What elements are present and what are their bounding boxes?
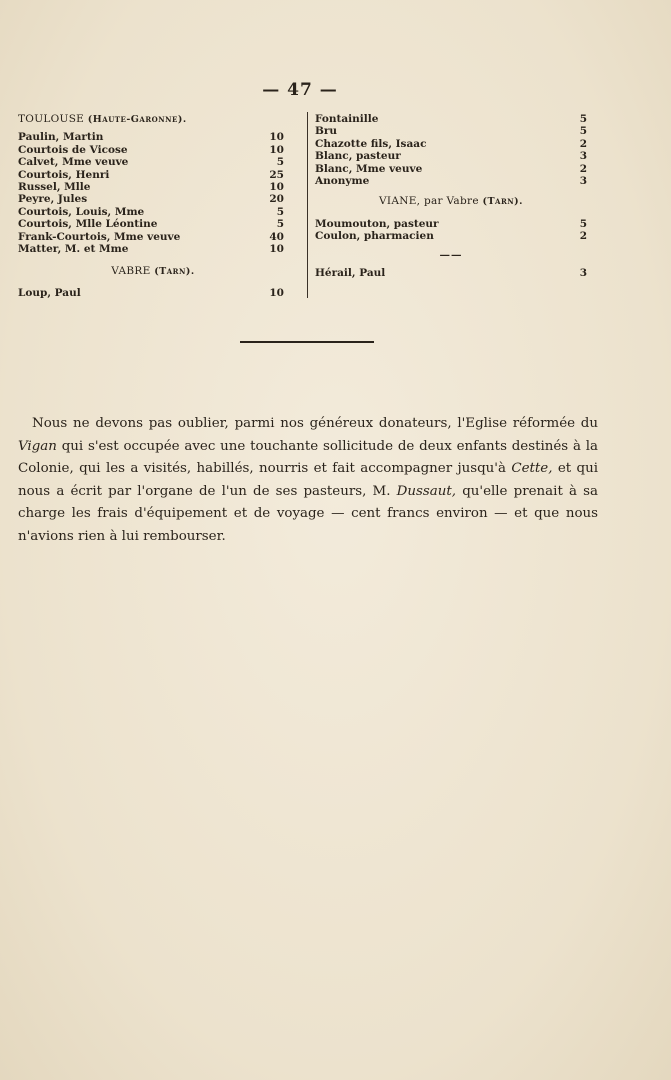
donor-amount: 5 (276, 156, 284, 169)
list-item (315, 230, 587, 242)
heading-region: (Tarn). (154, 266, 195, 278)
section-heading-viane (315, 195, 587, 208)
list-item (315, 175, 587, 187)
list-item (18, 193, 288, 205)
donor-amount: 10 (269, 181, 284, 194)
donor-name: Chazotte fils, Isaac (315, 137, 427, 150)
donor-amount: 20 (269, 193, 284, 206)
right-column (315, 113, 587, 279)
donor-name: Courtois, Mlle Léontine (18, 218, 158, 231)
donor-amount: 10 (269, 131, 284, 144)
list-item (18, 131, 288, 143)
donor-name: Anonyme (315, 175, 370, 188)
donor-name: Blanc, pasteur (315, 150, 401, 163)
donor-amount: 25 (269, 168, 284, 181)
donor-amount: 3 (579, 267, 587, 280)
donor-amount: 5 (276, 218, 284, 231)
list-item (18, 218, 288, 230)
donor-amount: 10 (269, 286, 284, 299)
list-item (18, 243, 288, 255)
donor-name: Matter, M. et Mme (18, 243, 129, 256)
body-paragraph (18, 413, 598, 548)
paragraph-emphasis: Dussaut, (396, 483, 457, 499)
donor-amount: 5 (276, 205, 284, 218)
donor-amount: 2 (579, 162, 587, 175)
donor-name: Russel, Mlle (18, 181, 91, 194)
donor-name: Blanc, Mme veuve (315, 162, 423, 175)
page-number: — 47 — (262, 80, 338, 100)
list-item (315, 267, 587, 279)
section-heading-toulouse (18, 113, 288, 126)
list-item (18, 144, 288, 156)
donor-name: Peyre, Jules (18, 193, 88, 206)
list-item (18, 206, 288, 218)
list-item (315, 218, 587, 230)
list-item (18, 156, 288, 168)
paragraph-text: Nous ne devons pas oublier, parmi nos généreux donateurs, l'Eglise réformée du (32, 416, 598, 432)
donor-name: Coulon, pharmacien (315, 230, 434, 243)
donor-amount: 10 (269, 243, 284, 256)
donor-amount: 10 (269, 143, 284, 156)
heading-region: (Tarn). (482, 196, 523, 208)
donor-amount: 5 (579, 125, 587, 138)
donor-amount: 2 (579, 230, 587, 243)
list-item (18, 231, 288, 243)
list-item (315, 125, 587, 137)
list-item (315, 163, 587, 175)
donor-name: Hérail, Paul (315, 267, 386, 280)
donor-name: Courtois, Louis, Mme (18, 205, 145, 218)
heading-text: TOULOUSE (18, 113, 85, 125)
donor-name: Paulin, Martin (18, 131, 104, 144)
left-column (18, 113, 288, 299)
heading-text: VIANE, par Vabre (379, 195, 479, 208)
list-item (315, 138, 587, 150)
list-item (315, 113, 587, 125)
donor-amount: 3 (579, 150, 587, 163)
heading-region: (Haute-Garonne). (87, 114, 187, 125)
list-item (18, 287, 288, 299)
section-heading-vabre (18, 265, 288, 278)
paragraph-text: qu'elle prenait à sa charge les frais d'équipement et de voyage — cent francs environ — et que nous n'avions rien à lui rembourser. (18, 483, 598, 544)
donor-name: Courtois, Henri (18, 168, 110, 181)
donor-name: Courtois de Vicose (18, 143, 128, 156)
donor-name: Loup, Paul (18, 286, 81, 299)
paragraph-text: et qui nous a écrit par l'organe de l'un de ses pasteurs, M. (18, 461, 598, 499)
donor-amount: 5 (579, 217, 587, 230)
horizontal-rule (240, 341, 374, 343)
donor-amount: 3 (579, 175, 587, 188)
donor-name: Frank-Courtois, Mme veuve (18, 230, 181, 243)
list-item (18, 169, 288, 181)
column-divider (307, 112, 308, 298)
donor-name: Moumouton, pasteur (315, 217, 439, 230)
section-separator: —— (439, 248, 463, 261)
list-item (315, 150, 587, 162)
paragraph-emphasis: Vigan (18, 438, 57, 454)
donor-amount: 40 (269, 230, 284, 243)
paragraph-emphasis: Cette, (511, 461, 553, 477)
donor-name: Calvet, Mme veuve (18, 156, 129, 169)
list-item (18, 181, 288, 193)
donor-name: Fontainille (315, 113, 379, 125)
donor-amount: 2 (579, 137, 587, 150)
donor-amount: 5 (579, 113, 587, 125)
paragraph-text: qui s'est occupée avec une touchante sollicitude de deux enfants destinés à la Colonie, qui les a visités, habillés, nourris et fait accompagner jusqu'à (18, 438, 598, 477)
heading-text: VABRE (111, 265, 151, 278)
donor-name: Bru (315, 125, 338, 138)
